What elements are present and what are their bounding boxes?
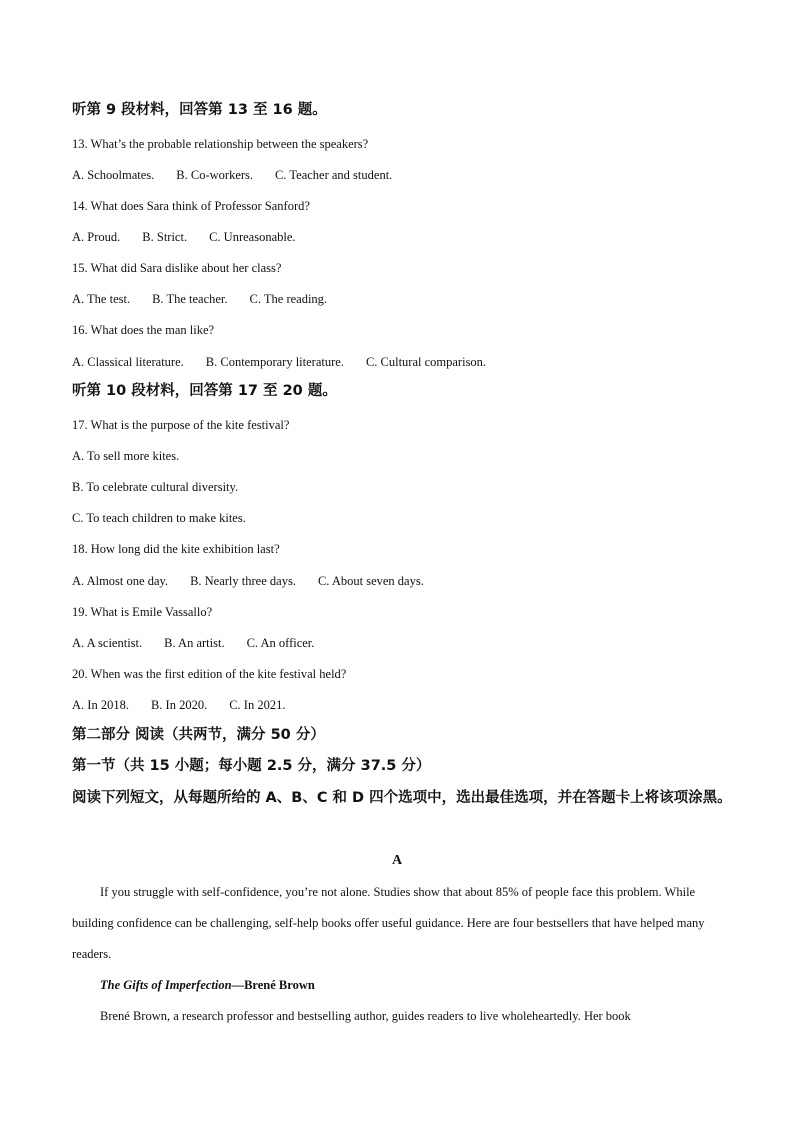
option-c[interactable]: C. Unreasonable. [209, 230, 296, 244]
section10-heading: 听第 10 段材料，回答第 17 至 20 题。 [72, 383, 337, 399]
option-c[interactable]: C. The reading. [249, 292, 328, 306]
question-16: 16. What does the man like? [72, 323, 215, 337]
option-a[interactable]: A. Schoolmates. [72, 168, 155, 182]
option-c[interactable]: C. To teach children to make kites. [72, 511, 246, 525]
section9-heading: 听第 9 段材料，回答第 13 至 16 题。 [72, 102, 327, 118]
question-15-options [72, 291, 327, 307]
book1-text: Brené Brown, a research professor and bestselling author, guides readers to live wholeheartedly. Her book [100, 1009, 631, 1023]
option-a[interactable]: A. Almost one day. [72, 574, 169, 588]
question-14: 14. What does Sara think of Professor Sanford? [72, 199, 310, 213]
option-a[interactable]: A. The test. [72, 292, 131, 306]
option-b[interactable]: B. An artist. [164, 636, 225, 650]
option-c[interactable]: C. Cultural comparison. [365, 355, 487, 369]
option-c[interactable]: C. Teacher and student. [275, 168, 393, 182]
passage-intro: If you struggle with self-confidence, you’re not alone. Studies show that about 85% of people face this problem. While building confidence can be challenging, self-help books offer useful guidance. Here are four bestsellers that have helped many readers. [72, 885, 705, 961]
question-18: 18. How long did the kite exhibition last? [72, 542, 280, 556]
question-16-options [72, 354, 486, 370]
question-20: 20. When was the first edition of the kite festival held? [72, 667, 347, 681]
option-b[interactable]: B. Nearly three days. [190, 574, 296, 588]
option-a[interactable]: A. Classical literature. [72, 355, 184, 369]
option-a[interactable]: A. To sell more kites. [72, 449, 180, 463]
option-b[interactable]: B. Co-workers. [176, 168, 254, 182]
book1-heading [100, 977, 315, 993]
part2-instruction: 阅读下列短文，从每题所给的 A、B、C 和 D 四个选项中，选出最佳选项，并在答题卡上将该项涂黑。 [72, 790, 732, 806]
part2-title: 第二部分 阅读（共两节，满分 50 分） [72, 727, 325, 743]
option-a[interactable]: A. In 2018. [72, 698, 129, 712]
question-14-options [72, 229, 296, 245]
option-a[interactable]: A. Proud. [72, 230, 121, 244]
option-b[interactable]: B. The teacher. [152, 292, 228, 306]
part2-section1: 第一节（共 15 小题；每小题 2.5 分，满分 37.5 分） [72, 758, 431, 774]
question-13-options [72, 167, 392, 183]
option-c[interactable]: C. An officer. [246, 636, 315, 650]
question-13: 13. What’s the probable relationship between the speakers? [72, 137, 369, 151]
question-15: 15. What did Sara dislike about her class? [72, 261, 282, 275]
option-b[interactable]: B. Strict. [142, 230, 188, 244]
question-19: 19. What is Emile Vassallo? [72, 605, 213, 619]
option-c[interactable]: C. About seven days. [317, 574, 424, 588]
question-18-options [72, 573, 424, 589]
book1-author: —Brené Brown [231, 978, 315, 992]
question-20-options [72, 697, 285, 713]
book1-title: The Gifts of Imperfection [100, 978, 232, 992]
question-17: 17. What is the purpose of the kite festival? [72, 418, 290, 432]
option-b[interactable]: B. To celebrate cultural diversity. [72, 480, 239, 494]
passage-letter: A [391, 853, 403, 868]
question-19-options [72, 635, 314, 651]
option-a[interactable]: A. A scientist. [72, 636, 143, 650]
option-b[interactable]: B. Contemporary literature. [205, 355, 344, 369]
option-b[interactable]: B. In 2020. [150, 698, 208, 712]
option-c[interactable]: C. In 2021. [229, 698, 286, 712]
